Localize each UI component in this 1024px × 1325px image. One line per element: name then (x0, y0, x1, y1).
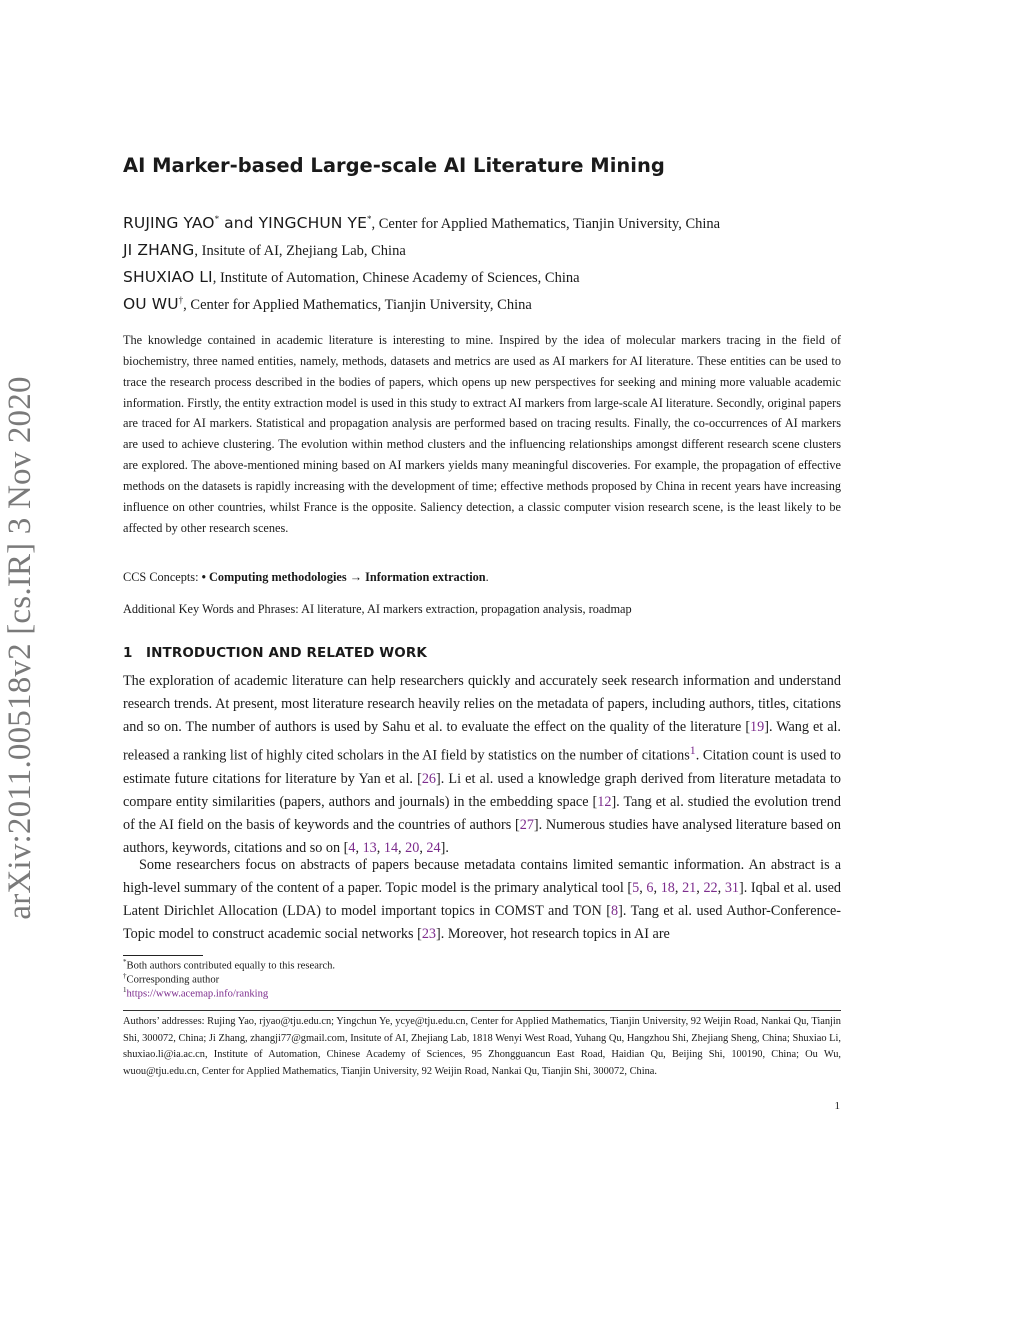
body-text: ]. Li et al. used a knowledge graph derived from literature metadata to compare entity similarities (papers, authors and journals) in the embedding space [ (123, 770, 841, 810)
author-line-4 (123, 295, 532, 314)
citation-separator: , (674, 880, 683, 896)
equal-contribution-mark: * (214, 214, 220, 225)
intro-paragraph-1 (123, 670, 841, 860)
footnote-text: Both authors contributed equally to this research. (126, 960, 336, 972)
citation-link[interactable]: 6 (646, 880, 654, 896)
body-text: Some researchers focus on abstracts of papers because metadata contains limited semantic information. An abstract is a high-level summary of the content of a paper. Topic model is the primary analytical tool [ (123, 857, 841, 896)
citation-link[interactable]: 27 (519, 816, 534, 833)
body-text: ]. Wang et al. released a ranking list of highly cited scholars in the AI field by statistics on the number of citations (123, 719, 841, 764)
section-title: INTRODUCTION AND RELATED WORK (146, 645, 427, 661)
footnote-ref-link[interactable]: 1 (689, 743, 696, 757)
citation-link[interactable]: 26 (421, 770, 437, 787)
body-text: ]. Moreover, hot research topics in AI are (436, 926, 670, 942)
author-line-3 (123, 268, 580, 287)
citation-link[interactable]: 8 (611, 903, 619, 919)
citation-link[interactable]: 20 (405, 839, 420, 856)
keywords: Additional Key Words and Phrases: AI literature, AI markers extraction, propagation analysis, roadmap (123, 602, 632, 616)
author-affiliation: , Center for Applied Mathematics, Tianjin University, China (183, 297, 532, 313)
author-line-1 (123, 214, 720, 233)
citation-link[interactable]: 23 (421, 926, 437, 942)
body-text: . Citation count is used to estimate future citations for literature by Yan et al. [ (123, 747, 841, 787)
footnote-text: Corresponding author (126, 974, 220, 986)
ccs-subconcept: Information extraction (365, 570, 486, 584)
footnote-url-link[interactable]: https://www.acemap.info/ranking (126, 988, 269, 1000)
ccs-end: . (485, 570, 489, 584)
citation-link[interactable]: 5 (632, 880, 640, 896)
citation-link[interactable]: 18 (660, 880, 675, 896)
author-name: RUJING YAO (123, 214, 215, 232)
author-affiliation: , Institute of Automation, Chinese Academy of Sciences, China (212, 270, 580, 286)
author-affiliation: , Center for Applied Mathematics, Tianjin University, China (371, 216, 721, 232)
section-heading (123, 645, 427, 661)
ccs-arrow: → (346, 570, 366, 584)
intro-paragraph-2 (123, 854, 841, 946)
citation-separator: , (696, 880, 704, 896)
footnote-3 (123, 986, 268, 1000)
section-number: 1 (123, 645, 133, 661)
footnote-1 (123, 958, 335, 972)
citation-link[interactable]: 14 (383, 839, 399, 856)
footnote-mark: † (123, 972, 127, 980)
citation-separator: , (717, 880, 725, 896)
arxiv-id-text: arXiv:2011.00518v2 [cs.IR] 3 Nov 2020 (2, 376, 38, 920)
body-text: ]. Iqbal et al. used Latent Dirichlet Allocation (LDA) to model important topics in COMST and TON [ (123, 880, 842, 919)
author-name: OU WU (123, 295, 179, 313)
address-divider (123, 1010, 841, 1011)
citation-link[interactable]: 4 (348, 839, 356, 856)
author-name: JI ZHANG (123, 241, 195, 259)
citation-link[interactable]: 21 (682, 880, 697, 896)
author-line-2 (123, 241, 406, 260)
footnote-divider (123, 955, 203, 956)
equal-contribution-mark: * (366, 214, 372, 225)
citation-separator: , (376, 839, 384, 856)
authors-addresses: Authors’ addresses: Rujing Yao, rjyao@tju.edu.cn; Yingchun Ye, ycye@tju.edu.cn, Center for Applied Mathematics, Tianjin University, 92 Weijin Road, Nankai Qu, Tianjin Shi, 300072, China; Ji Zhang, zhangji77@gmail.com, Insitute of AI, Zhejiang Lab, 1818 Wenyi West Road, Yuhang Qu, Hangzhou Shi, Zhejiang Sheng, China; Shuxiao Li, shuxiao.li@ia.ac.cn, Institute of Automation, Chinese Academy of Sciences, 95 Zhongguancun East Road, Haidian Qu, Beijing Shi, 100190, China; Ou Wu, wuou@tju.edu.cn, Center for Applied Mathematics, Tianjin University, 92 Weijin Road, Nankai Qu, Tianjin Shi, 300072, China. (123, 1016, 841, 1078)
citation-link[interactable]: 13 (362, 839, 377, 856)
footnote-2 (123, 972, 219, 986)
ccs-concepts (123, 570, 489, 585)
citation-separator: , (398, 839, 406, 856)
page-number: 1 (834, 1100, 840, 1112)
ccs-bullet: • (201, 570, 209, 584)
author-name: SHUXIAO LI (123, 268, 213, 286)
ccs-label: CCS Concepts: (123, 570, 202, 584)
author-name: YINGCHUN YE (258, 214, 367, 232)
body-text: ]. (440, 839, 449, 856)
author-affiliation: , Insitute of AI, Zhejiang Lab, China (194, 243, 406, 259)
footnote-mark: * (123, 958, 127, 966)
corresponding-author-mark: † (178, 295, 184, 306)
body-text: The exploration of academic literature can help researchers quickly and accurately seek research information and understand research trends. At present, most literature research heavily relies on the metadata of papers, including authors, titles, citations and so on. The number of authors is used by Sahu et al. to evaluate the effect on the quality of the literature [ (123, 673, 841, 735)
citation-link[interactable]: 24 (426, 839, 441, 856)
citation-separator: , (639, 880, 647, 896)
body-text: ]. Tang et al. studied the evolution trend of the AI field on the basis of keywords and the countries of authors [ (123, 793, 841, 833)
ccs-concept: Computing methodologies (208, 570, 347, 584)
author-joiner: and (219, 214, 259, 232)
citation-separator: , (355, 839, 363, 856)
citation-link[interactable]: 19 (750, 719, 765, 735)
citation-link[interactable]: 12 (597, 793, 612, 810)
citation-separator: , (419, 839, 427, 856)
citation-separator: , (653, 880, 661, 896)
abstract: The knowledge contained in academic literature is interesting to mine. Inspired by the idea of molecular markers tracing in the field of biochemistry, three named entities, namely, methods, datasets and metrics are used as AI markers for AI literature. These entities can be used to trace the research process described in the bodies of papers, which opens up new perspectives for seeking and mining more valuable academic information. Firstly, the entity extraction model is used in this study to extract AI markers from large-scale AI literature. Secondly, original papers are traced for AI markers. Statistical and propagation analysis are performed based on tracing results. Finally, the co-occurrences of AI markers are used to achieve clustering. The evolution within method clusters and the influencing relationships amongst different research scene clusters are explored. The above-mentioned mining based on AI markers yields many meaningful discoveries. For example, the propagation of effective methods on the datasets is rapidly increasing with the development of time; effective methods proposed by China in recent years have increasing influence on other countries, whilst France is the opposite. Saliency detection, a classic computer vision research scene, is the least likely to be affected by other research scenes. (123, 333, 841, 535)
body-text: ]. Numerous studies have analysed literature based on authors, keywords, citations and so on [ (123, 816, 841, 856)
citation-link[interactable]: 22 (703, 880, 718, 896)
footnote-mark: 1 (123, 986, 127, 994)
body-text: ]. Tang et al. used Author-Conference-Topic model to construct academic social networks [ (123, 903, 841, 942)
citation-link[interactable]: 31 (724, 880, 740, 896)
paper-title: AI Marker-based Large-scale AI Literature Mining (123, 154, 665, 177)
